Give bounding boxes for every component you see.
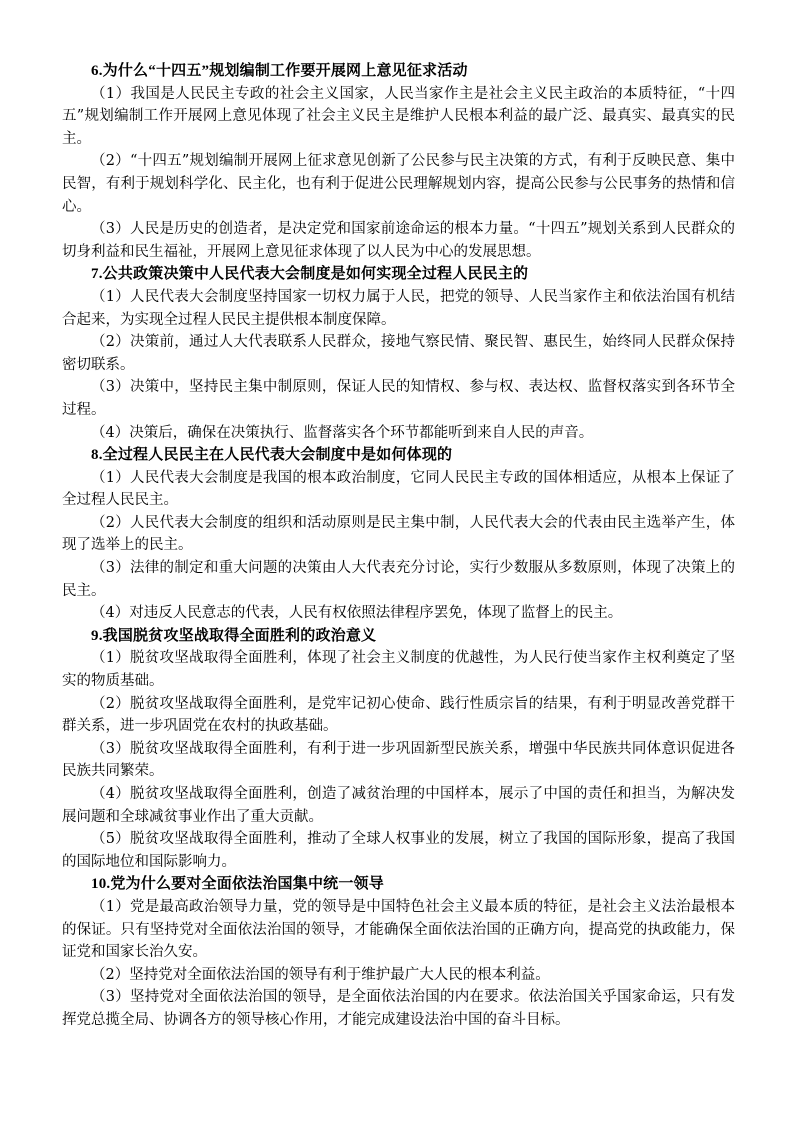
paragraph: （1）人民代表大会制度坚持国家一切权力属于人民，把党的领导、人民当家作主和依法治国有机结合起来，为实现全过程人民民主提供根本制度保障。 (62, 288, 735, 328)
paragraph: （2）决策前，通过人大代表联系人民群众，接地气察民情、聚民智、惠民生，始终同人民群众保持密切联系。 (62, 334, 735, 373)
section-title: 9.我国脱贫攻坚战取得全面胜利的政治意义 (91, 627, 377, 644)
section-8 (62, 444, 735, 625)
section-10 (62, 873, 735, 1031)
paragraph: （1）党是最高政治领导力量，党的领导是中国特色社会主义最本质的特征，是社会主义法治最根本的保证。只有坚持党对全面依法治国的领导，才能确保全面依法治国的正确方向，提高党的执政能力，保证党和国家长治久安。 (62, 898, 735, 961)
paragraph: （4）决策后，确保在决策执行、监督落实各个环节都能听到来自人民的声音。 (91, 424, 594, 441)
section-title: 8.全过程人民民主在人民代表大会制度中是如何体现的 (91, 447, 453, 464)
paragraph: （4）对违反人民意志的代表，人民有权依照法律程序罢免，体现了监督上的民主。 (91, 605, 623, 622)
paragraph: （1）我国是人民民主专政的社会主义国家，人民当家作主是社会主义民主政治的本质特征，“十四五”规划编制工作开展网上意见体现了社会主义民主是维护人民根本利益的最广泛、最真实、最真实的民主。 (62, 85, 735, 147)
paragraph: （3）决策中，坚持民主集中制原则，保证人民的知情权、参与权、表达权、监督权落实到各环节全过程。 (62, 379, 735, 418)
paragraph: （3）法律的制定和重大问题的决策由人大代表充分讨论，实行少数服从多数原则，体现了决策上的民主。 (62, 560, 735, 599)
paragraph: （1）人民代表大会制度是我国的根本政治制度，它同人民民主专政的国体相适应，从根本上保证了全过程人民民主。 (62, 469, 735, 509)
section-title: 10.党为什么要对全面依法治国集中统一领导 (91, 876, 384, 893)
paragraph: （1）脱贫攻坚战取得全面胜利，体现了社会主义制度的优越性，为人民行使当家作主权利奠定了坚实的物质基础。 (62, 650, 735, 690)
section-9 (62, 625, 735, 874)
paragraph: （2）坚持党对全面依法治国的领导有利于维护最广大人民的根本利益。 (91, 966, 550, 983)
paragraph: （2）脱贫攻坚战取得全面胜利，是党牢记初心使命、践行性质宗旨的结果，有利于明显改善党群干群关系，进一步巩固党在农村的执政基础。 (62, 695, 735, 735)
section-title: 7.公共政策决策中人民代表大会制度是如何实现全过程人民民主的 (91, 266, 529, 283)
paragraph: （5）脱贫攻坚战取得全面胜利，推动了全球人权事业的发展，树立了我国的国际形象，提高了我国的国际地位和国际影响力。 (62, 831, 735, 870)
paragraph: （4）脱贫攻坚战取得全面胜利，创造了减贫治理的中国样本，展示了中国的责任和担当，为解决发展问题和全球减贫事业作出了重大贡献。 (62, 786, 735, 825)
paragraph: （3）人民是历史的创造者，是决定党和国家前途命运的根本力量。“十四五”规划关系到人民群众的切身利益和民生福祉，开展网上意见征求体现了以人民为中心的发展思想。 (62, 221, 735, 260)
section-7 (62, 263, 735, 444)
paragraph: （2）人民代表大会制度的组织和活动原则是民主集中制，人民代表大会的代表由民主选举产生，体现了选举上的民主。 (62, 514, 735, 554)
section-title: 6.为什么“十四五”规划编制工作要开展网上意见征求活动 (91, 63, 468, 79)
section-6 (62, 60, 735, 263)
paragraph: （2）“十四五”规划编制开展网上征求意见创新了公民参与民主决策的方式，有利于反映民意、集中民智，有利于规划科学化、民主化，也有利于促进公民理解规划内容，提高公民参与公民事务的热情和信心。 (62, 153, 735, 215)
paragraph: （3）脱贫攻坚战取得全面胜利，有利于进一步巩固新型民族关系，增强中华民族共同体意识促进各民族共同繁荣。 (62, 740, 735, 780)
document-page (62, 60, 735, 1032)
paragraph: （3）坚持党对全面依法治国的领导，是全面依法治国的内在要求。依法治国关乎国家命运，只有发挥党总揽全局、协调各方的领导核心作用，才能完成建设法治中国的奋斗目标。 (62, 989, 735, 1028)
